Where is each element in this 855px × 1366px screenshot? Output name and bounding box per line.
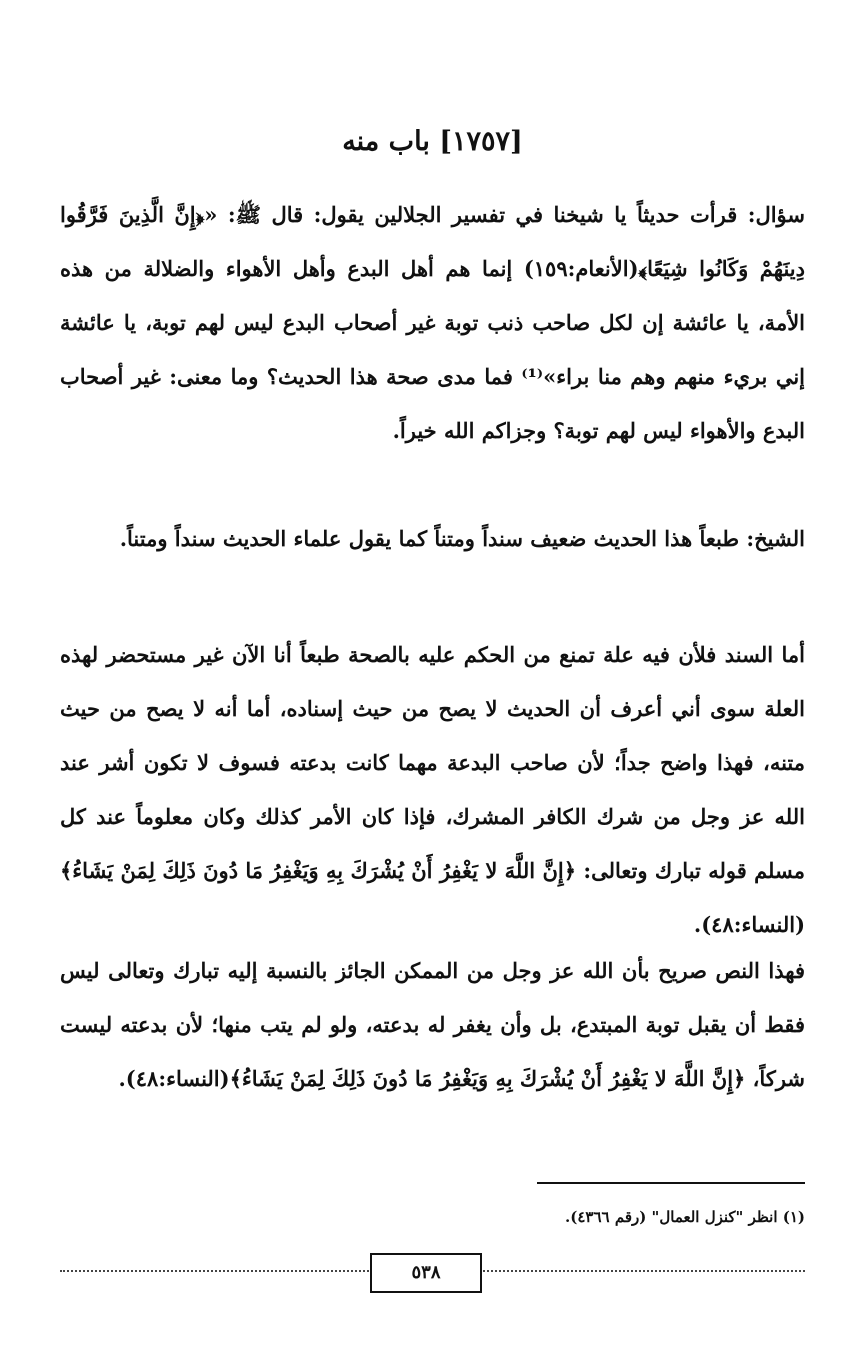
footnote: (١) انظر "كنزل العمال" (رقم ٤٣٦٦).: [565, 1208, 805, 1226]
page-number: ٥٣٨: [370, 1253, 482, 1293]
footnote-separator: [537, 1182, 805, 1184]
book-page: [60, 0, 805, 1366]
sheikh-answer-paragraph: الشيخ: طبعاً هذا الحديث ضعيف سنداً ومتناً كما يقول علماء الحديث سنداً ومتناً.: [119, 526, 805, 551]
chain-explanation-paragraph: أما السند فلأن فيه علة تمنع من الحكم عليه بالصحة طبعاً أنا الآن غير مستحضر لهذه العلة سوى أني أعرف أن الحديث لا يصح من حيث إسناده، أما أنه لا يصح من حيث متنه، فهذا واضح جداً؛ لأن صاحب البدعة مهما كانت بدعته فسوف لا تكون أشر عند الله عز وجل من شرك الكافر المشرك، فإذا كان الأمر كذلك وكان معلوماً عند كل مسلم قوله تبارك وتعالى: ﴿إِنَّ اللَّهَ لا يَغْفِرُ أَنْ يُشْرَكَ بِهِ وَيَغْفِرُ مَا دُونَ ذَلِكَ لِمَنْ يَشَاءُ﴾(النساء:٤٨).: [60, 642, 805, 937]
question-paragraph: سؤال: قرأت حديثاً يا شيخنا في تفسير الجلالين يقول: قال ﷺ: «﴿إِنَّ الَّذِينَ فَرَّقُوا دِينَهُمْ وَكَانُوا شِيَعًا﴾(الأنعام:١٥٩) إنما هم أهل البدع وأهل الأهواء والضلالة من هذه الأمة، يا عائشة إن لكل صاحب ذنب توبة غير أصحاب البدع ليس لهم توبة، يا عائشة إني بريء منهم وهم منا براء»⁽¹⁾ فما مدى صحة هذا الحديث؟ وما معنى: غير أصحاب البدع والأهواء ليس لهم توبة؟ وجزاكم الله خيراً.: [60, 202, 805, 443]
conclusion-paragraph: فهذا النص صريح بأن الله عز وجل من الممكن الجائز بالنسبة إليه تبارك وتعالى ليس فقط أن يقبل توبة المبتدع، بل وأن يغفر له بدعته، ولو لم يتب منها؛ لأن بدعته ليست شركاً، ﴿إِنَّ اللَّهَ لا يَغْفِرُ أَنْ يُشْرَكَ بِهِ وَيَغْفِرُ مَا دُونَ ذَلِكَ لِمَنْ يَشَاءُ﴾(النساء:٤٨).: [60, 958, 805, 1091]
chapter-heading: [١٧٥٧] باب منه: [342, 126, 523, 157]
